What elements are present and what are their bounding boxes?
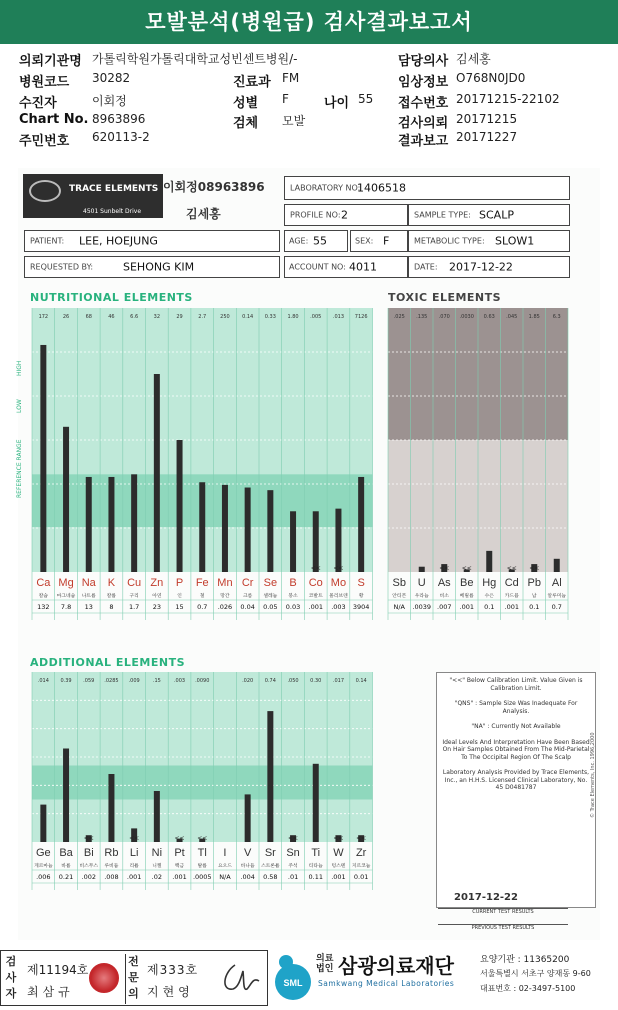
- scale-tick-label: .013: [332, 314, 345, 320]
- scale-tick-label: .0030: [459, 314, 474, 320]
- below-calibration-mark: <<: [356, 835, 367, 842]
- below-calibration-mark: <<: [197, 835, 208, 842]
- element-korean-name: 베릴륨: [459, 594, 474, 599]
- below-calibration-mark: <<: [83, 835, 94, 842]
- below-calibration-mark: <<: [174, 835, 185, 842]
- element-value: .001: [459, 603, 474, 611]
- side-low: LOW: [16, 399, 23, 413]
- report-date-label: 결과보고: [398, 134, 449, 149]
- element-korean-name: 납: [531, 594, 537, 599]
- bar-ba: [63, 749, 69, 843]
- logo-text: TRACE ELEMENTS: [69, 184, 159, 194]
- seal-stamp-icon: [89, 963, 119, 993]
- bar-mn: [222, 485, 228, 572]
- scale-tick-label: 1.80: [287, 314, 299, 320]
- copyright: © Trace Elements, Inc. 1996,2000: [590, 732, 596, 818]
- legend-box: [436, 672, 596, 908]
- element-symbol: Sr: [264, 847, 276, 859]
- element-symbol: Sb: [392, 577, 406, 589]
- previous-results-label: PREVIOUS TEST RESULTS: [438, 924, 568, 931]
- bar-co: [310, 511, 321, 572]
- element-korean-name: 비스무스: [79, 864, 99, 869]
- report-title: 모발분석(병원급) 검사결과보고서: [0, 0, 618, 44]
- department-label: 진료과: [233, 75, 271, 90]
- element-symbol: Zr: [355, 847, 367, 859]
- scale-tick-label: 250: [220, 314, 230, 320]
- resident-no-value: 620113-2: [92, 130, 150, 144]
- patient-label: 수진자: [19, 96, 57, 111]
- element-korean-name: 백금: [174, 864, 185, 869]
- handwritten-patient: 이회정08963896: [163, 180, 265, 194]
- element-value: 15: [175, 603, 184, 611]
- sex-box-value: F: [383, 234, 390, 248]
- sex-box-label: SEX:: [355, 236, 374, 246]
- element-symbol: Na: [81, 577, 96, 589]
- element-value: 0.7: [551, 603, 562, 611]
- account-value: 4011: [349, 260, 377, 274]
- below-calibration-mark: <<: [333, 565, 344, 572]
- element-korean-name: 칼슘: [38, 594, 48, 599]
- chart-no-value: 8963896: [92, 112, 146, 126]
- resident-no-label: 주민번호: [19, 134, 70, 149]
- element-symbol: Ba: [59, 847, 73, 859]
- element-value: N/A: [393, 603, 405, 611]
- legend-note-1: "<<" Below Calibration Limit. Value Given is Calibration Limit.: [449, 677, 583, 692]
- element-korean-name: 칼륨: [106, 594, 117, 599]
- sample-type-label: SAMPLE TYPE:: [414, 210, 471, 220]
- element-korean-name: 수은: [484, 594, 494, 599]
- element-value: 3904: [352, 603, 370, 611]
- receipt-value: 20171215-22102: [456, 92, 560, 106]
- element-korean-name: 주석: [288, 864, 298, 869]
- below-calibration-mark: <<: [333, 835, 344, 842]
- clinical-value: O768N0JD0: [456, 71, 526, 85]
- element-symbol: As: [437, 577, 451, 589]
- element-value: .006: [36, 873, 51, 881]
- nutritional-chart: [20, 302, 380, 642]
- metabolic-value: SLOW1: [495, 234, 535, 248]
- legend-note-4: Ideal Levels And Interpretation Have Been Based On Hair Samples Obtained From The Mid-Parietal To The Occipital Region Of The Scalp: [442, 738, 590, 761]
- element-korean-name: 몰리브덴: [329, 594, 348, 599]
- side-reference: REFERENCE RANGE: [16, 439, 23, 498]
- scale-tick-label: .070: [438, 314, 450, 320]
- sample-type-box: [408, 204, 570, 226]
- bar-p: [177, 440, 183, 572]
- element-value: 0.7: [197, 603, 208, 611]
- department-value: FM: [282, 71, 300, 85]
- element-korean-name: 카드뮴: [504, 594, 519, 599]
- element-korean-name: 리튬: [129, 864, 139, 869]
- sample-type-value: SCALP: [479, 208, 514, 222]
- scale-tick-label: 0.33: [264, 314, 276, 320]
- element-korean-name: 지르코늄: [351, 864, 371, 869]
- element-korean-name: 니켈: [152, 864, 162, 869]
- scale-tick-label: 46: [108, 314, 115, 320]
- org-english: Samkwang Medical Laboratories: [318, 979, 455, 988]
- age-box-label: AGE:: [289, 236, 309, 246]
- element-value: 0.1: [529, 603, 540, 611]
- bar-b: [290, 511, 296, 572]
- scale-tick-label: 0.74: [264, 678, 276, 684]
- legend-note-3: "NA" : Currently Not Available: [471, 723, 561, 730]
- globe-icon: [29, 180, 61, 202]
- scale-tick-label: .025: [393, 314, 405, 320]
- element-symbol: Li: [129, 847, 139, 859]
- bar-rb: [108, 774, 114, 842]
- element-symbol: Bi: [83, 847, 94, 859]
- element-symbol: Se: [263, 577, 278, 589]
- element-value: .0005: [192, 873, 212, 881]
- element-symbol: P: [175, 577, 184, 589]
- element-korean-name: 망간: [220, 594, 230, 599]
- scale-tick-label: .005: [310, 314, 322, 320]
- lab-no-label: LABORATORY NO:: [290, 183, 361, 193]
- lab-no-value: 1406518: [357, 181, 406, 195]
- additional-title: ADDITIONAL ELEMENTS: [30, 656, 186, 669]
- element-symbol: Ge: [36, 847, 51, 859]
- scale-tick-label: .15: [152, 678, 161, 684]
- element-korean-name: 마그네슘: [56, 594, 76, 599]
- institution-value: 가톨릭학원가톨릭대학교성빈센트병원/-: [92, 52, 298, 66]
- element-korean-name: 루비듐: [104, 864, 119, 869]
- scale-tick-label: 7126: [354, 314, 368, 320]
- bar-na: [86, 477, 92, 572]
- element-korean-name: 코발트: [308, 594, 323, 599]
- element-value: .0039: [412, 603, 432, 611]
- scale-tick-label: .0090: [195, 678, 210, 684]
- element-value: .01: [287, 873, 299, 881]
- org-name: 삼광의료재단: [338, 954, 454, 978]
- sex-box: [350, 230, 408, 252]
- element-value: .008: [104, 873, 119, 881]
- element-value: 1.7: [128, 603, 140, 611]
- element-symbol: Sn: [286, 847, 300, 859]
- sex-label: 성별: [233, 96, 259, 111]
- hospital-code-value: 30282: [92, 71, 131, 85]
- below-calibration-mark: <<: [129, 835, 140, 842]
- patient-name-label: PATIENT:: [30, 236, 65, 246]
- element-value: 0.05: [263, 603, 278, 611]
- scale-tick-label: .014: [37, 678, 49, 684]
- signature-icon: [219, 961, 263, 997]
- element-value: 7.8: [60, 603, 72, 611]
- element-symbol: Ni: [151, 847, 163, 859]
- element-korean-name: 나트륨: [81, 594, 96, 599]
- nutritional-title: NUTRITIONAL ELEMENTS: [30, 291, 193, 304]
- bar-cr: [245, 488, 251, 572]
- specimen-value: 모발: [282, 114, 306, 128]
- institution-code: 요양기관 : 11365200: [480, 955, 570, 965]
- signature-footer: [0, 950, 618, 1010]
- element-value: .001: [331, 873, 346, 881]
- date-box: [408, 256, 570, 278]
- element-korean-name: 우라늄: [414, 594, 429, 599]
- element-value: .02: [151, 873, 163, 881]
- element-symbol: Pb: [527, 577, 541, 589]
- element-value: 0.11: [308, 873, 323, 881]
- below-calibration-mark: <<: [288, 835, 299, 842]
- specialist-name: 지현영: [147, 985, 194, 999]
- element-korean-name: 요오드: [217, 864, 232, 869]
- metabolic-label: METABOLIC TYPE:: [414, 236, 485, 246]
- bar-mo: [333, 509, 344, 572]
- date-label: DATE:: [414, 262, 438, 272]
- patient-name-value: LEE, HOEJUNG: [79, 234, 158, 248]
- below-calibration-mark: <<: [461, 565, 472, 572]
- element-korean-name: 크롬: [243, 594, 253, 599]
- element-symbol: Cd: [504, 577, 519, 589]
- signature-box: [0, 950, 268, 1006]
- element-value: N/A: [219, 873, 231, 881]
- element-korean-name: 알루미늄: [547, 594, 567, 599]
- requested-value: SEHONG KIM: [123, 260, 195, 274]
- element-symbol: Pt: [174, 847, 185, 859]
- sex-value: F: [282, 92, 289, 106]
- inspector-vertical: 검사자: [5, 955, 17, 1000]
- specimen-label: 검체: [233, 116, 259, 131]
- age-box-value: 55: [313, 234, 327, 248]
- element-symbol: Ti: [311, 847, 321, 859]
- receipt-label: 접수번호: [398, 96, 449, 111]
- scale-tick-label: 0.14: [242, 314, 254, 320]
- bar-v: [245, 794, 251, 842]
- current-results-label: CURRENT TEST RESULTS: [438, 908, 568, 915]
- element-symbol: Be: [460, 577, 474, 589]
- element-korean-name: 아연: [152, 594, 162, 599]
- bar-ca: [40, 345, 46, 572]
- element-value: .001: [172, 873, 187, 881]
- additional-chart: [20, 666, 380, 906]
- element-korean-name: 붕소: [288, 594, 298, 599]
- toxic-title: TOXIC ELEMENTS: [388, 291, 502, 304]
- element-value: .001: [126, 873, 142, 881]
- sml-logo-icon: [270, 952, 316, 1002]
- element-value: .007: [437, 603, 452, 611]
- element-symbol: B: [289, 577, 297, 589]
- element-symbol: Al: [551, 577, 562, 589]
- scale-tick-label: .045: [506, 314, 518, 320]
- element-korean-name: 비소: [439, 594, 449, 599]
- age-value: 55: [358, 92, 374, 106]
- element-value: 0.04: [240, 603, 255, 611]
- profile-no-value: 2: [341, 208, 348, 222]
- scale-tick-label: 32: [153, 314, 161, 320]
- scale-tick-label: .017: [332, 678, 345, 684]
- element-value: .004: [240, 873, 255, 881]
- scale-tick-label: 6.6: [130, 314, 139, 320]
- request-date-value: 20171215: [456, 112, 518, 126]
- scale-tick-label: .003: [173, 678, 186, 684]
- element-value: 0.1: [484, 603, 495, 611]
- bar-hg: [486, 551, 492, 572]
- inspector-name: 최삼규: [27, 985, 74, 999]
- element-value: .026: [217, 603, 233, 611]
- element-symbol: Ca: [36, 577, 51, 589]
- date-value: 2017-12-22: [449, 260, 513, 274]
- scale-tick-label: .050: [287, 678, 299, 684]
- element-symbol: Mo: [330, 577, 347, 589]
- element-value: 23: [152, 603, 161, 611]
- scale-tick-label: 172: [38, 314, 49, 320]
- element-value: .001: [308, 603, 323, 611]
- requested-label: REQUESTED BY:: [30, 262, 94, 272]
- clinical-label: 임상정보: [398, 75, 449, 90]
- trace-elements-logo: [23, 174, 163, 218]
- bar-se: [267, 490, 273, 572]
- doctor-value: 김세홍: [456, 52, 491, 66]
- specialist-no: 제333호: [147, 963, 199, 977]
- scale-tick-label: .135: [416, 314, 428, 320]
- bar-zn: [154, 374, 160, 572]
- element-symbol: Tl: [197, 847, 207, 859]
- requested-box: [24, 256, 280, 278]
- scale-tick-label: 0.39: [60, 678, 72, 684]
- element-korean-name: 바륨: [61, 864, 71, 869]
- element-symbol: V: [243, 847, 252, 859]
- scale-tick-label: 68: [85, 314, 92, 320]
- element-symbol: Co: [308, 577, 323, 589]
- patient-box: [24, 230, 280, 252]
- scale-tick-label: .059: [83, 678, 95, 684]
- hospital-code-label: 병원코드: [19, 75, 70, 90]
- element-symbol: I: [223, 847, 227, 859]
- bar-k: [108, 477, 114, 572]
- scale-tick-label: 26: [62, 314, 70, 320]
- report-date-value: 20171227: [456, 130, 518, 144]
- element-symbol: S: [357, 577, 365, 589]
- scale-tick-label: .020: [242, 678, 254, 684]
- bar-al: [554, 559, 560, 572]
- scale-tick-label: 2.7: [198, 314, 207, 320]
- profile-no-label: PROFILE NO:: [290, 210, 341, 220]
- element-symbol: Zn: [150, 577, 164, 589]
- lab-no-box: [284, 176, 570, 200]
- element-value: 8: [109, 603, 114, 611]
- bar-fe: [199, 482, 205, 572]
- below-calibration-mark: <<: [529, 565, 540, 572]
- lab-report-sheet: [18, 168, 600, 940]
- element-korean-name: 셀레늄: [263, 594, 278, 599]
- element-symbol: K: [107, 577, 116, 589]
- element-value: 132: [37, 603, 50, 611]
- element-korean-name: 인: [177, 594, 182, 599]
- patient-info: [0, 48, 618, 154]
- element-symbol: Mn: [217, 577, 233, 589]
- scale-tick-label: 6.3: [552, 314, 561, 320]
- request-date-label: 검사의뢰: [398, 116, 449, 131]
- handwritten-doctor: 김세홍: [186, 207, 221, 221]
- phone: 대표번호 : 02-3497-5100: [480, 984, 576, 993]
- bar-sr: [267, 711, 273, 842]
- element-korean-name: 철: [199, 594, 205, 599]
- element-korean-name: 안티몬: [392, 594, 407, 599]
- metabolic-box: [408, 230, 570, 252]
- element-value: 0.03: [285, 603, 301, 611]
- element-symbol: Cu: [127, 577, 142, 589]
- bar-mg: [63, 427, 69, 572]
- element-value: 0.21: [58, 873, 74, 881]
- logo-sml-text: SML: [283, 978, 303, 988]
- element-symbol: Cr: [241, 577, 254, 589]
- current-results-date: 2017-12-22: [454, 892, 518, 903]
- bar-s: [358, 477, 364, 572]
- element-korean-name: 텅스텐: [331, 864, 346, 869]
- doctor-label: 담당의사: [398, 54, 449, 69]
- scale-tick-label: 29: [176, 314, 183, 320]
- scale-tick-label: .009: [128, 678, 140, 684]
- age-label: 나이: [324, 96, 350, 111]
- bar-ni: [154, 791, 160, 842]
- bar-ti: [313, 764, 319, 842]
- org-prefix: 의료법인: [316, 954, 334, 974]
- scale-tick-label: 0.30: [310, 678, 322, 684]
- element-korean-name: 바나듐: [240, 864, 255, 869]
- element-value: 0.01: [353, 873, 369, 881]
- element-value: 0.58: [263, 873, 278, 881]
- inspector-no: 제11194호: [27, 963, 89, 977]
- element-korean-name: 티타늄: [308, 864, 323, 869]
- legend-note-2: "QNS" : Sample Size Was Inadequate For Analysis.: [454, 700, 578, 715]
- element-korean-name: 스트론튬: [261, 864, 280, 869]
- element-symbol: Mg: [58, 577, 74, 589]
- element-value: .003: [331, 603, 346, 611]
- element-value: 13: [84, 603, 93, 611]
- scale-tick-label: 0.14: [355, 678, 367, 684]
- address: 서울특별시 서초구 양재동 9-60: [480, 969, 591, 978]
- scale-tick-label: .0285: [104, 678, 119, 684]
- element-symbol: W: [333, 847, 344, 859]
- scale-tick-label: 0.63: [483, 314, 495, 320]
- account-label: ACCOUNT NO:: [289, 262, 346, 272]
- scale-tick-label: 1.85: [528, 314, 540, 320]
- bar-ge: [40, 805, 46, 842]
- patient-value: 이회정: [92, 94, 127, 108]
- element-value: .001: [504, 603, 519, 611]
- account-box: [284, 256, 408, 278]
- profile-no-box: [284, 204, 408, 226]
- toxic-chart: [386, 302, 570, 642]
- chart-no-label: Chart No.: [19, 112, 89, 127]
- side-high: HIGH: [16, 360, 23, 376]
- below-calibration-mark: <<: [310, 565, 321, 572]
- element-symbol: Fe: [195, 577, 209, 589]
- institution-label: 의뢰기관명: [19, 54, 82, 69]
- below-calibration-mark: <<: [506, 565, 517, 572]
- element-symbol: Hg: [482, 577, 497, 589]
- specialist-vertical: 전문의: [125, 954, 141, 1004]
- element-korean-name: 탈륨: [197, 864, 207, 869]
- bar-u: [419, 567, 425, 572]
- legend-note-5: Laboratory Analysis Provided by Trace Elements, Inc., an H.H.S. Licensed Clinical Laboratory, No. 45 D0481787: [442, 769, 590, 791]
- element-value: .002: [81, 873, 96, 881]
- element-symbol: U: [417, 577, 426, 589]
- element-symbol: Rb: [104, 847, 119, 859]
- age-box: [284, 230, 348, 252]
- element-korean-name: 게르마늄: [34, 864, 53, 869]
- element-korean-name: 황: [358, 594, 364, 599]
- bar-cu: [131, 474, 137, 572]
- reference-band: [32, 766, 373, 800]
- below-calibration-mark: <<: [439, 565, 450, 572]
- logo-sub: 4501 Sunbelt Drive: [83, 208, 142, 215]
- element-korean-name: 구리: [129, 594, 139, 599]
